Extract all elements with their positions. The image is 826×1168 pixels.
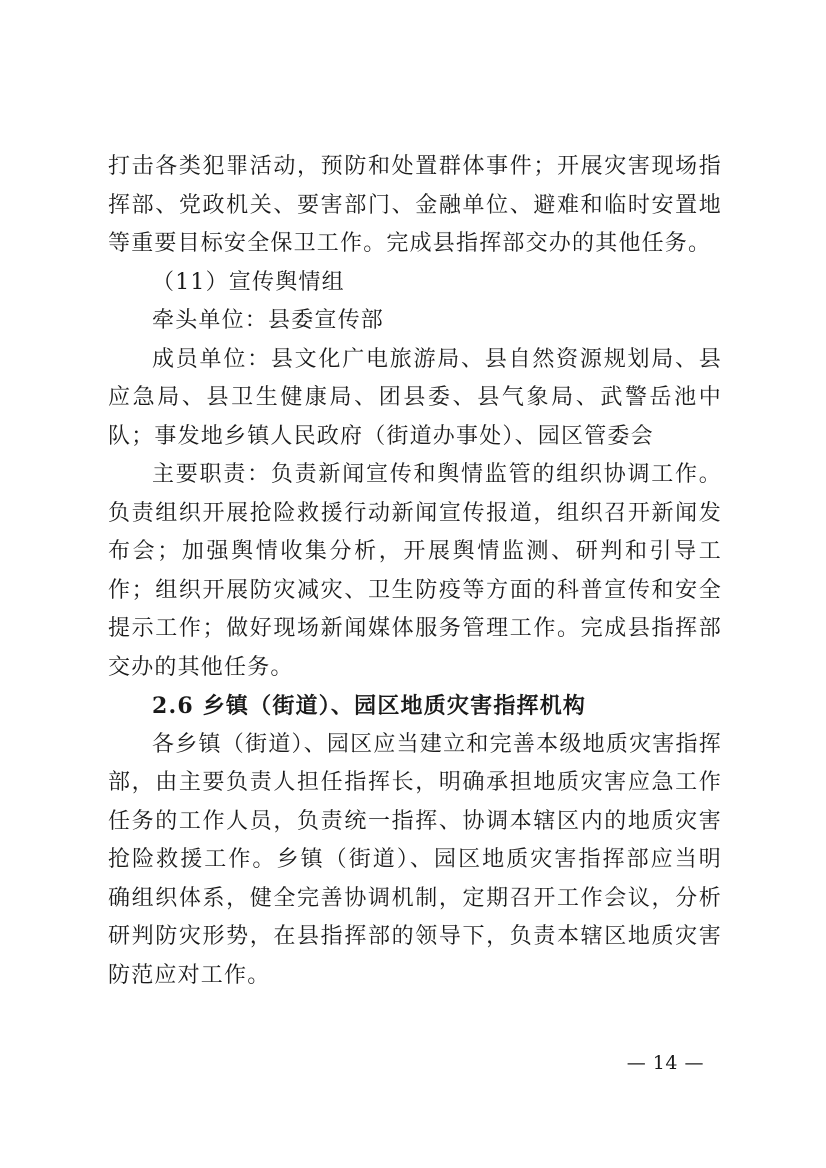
section-heading-2-6: 2.6 乡镇（街道）、园区地质灾害指挥机构 [152,693,587,719]
lead-unit-line: 牵头单位：县委宣传部 [152,308,385,333]
document-body [108,148,722,995]
main-duties-paragraph: 主要职责：负责新闻宣传和舆情监管的组织协调工作。负责组织开展抢险救援行动新闻宣传报道，组织召开新闻发布会；加强舆情收集分析，开展舆情监测、研判和引导工作；组织开展防灾减灾、卫生防疫等方面的科普宣传和安全提示工作；做好现场新闻媒体服务管理工作。完成县指挥部交办的其他任务。 [108,462,722,680]
page-number: — 14 — [626,1052,704,1074]
paragraph-continuation: 打击各类犯罪活动，预防和处置群体事件；开展灾害现场指挥部、党政机关、要害部门、金融单位、避难和临时安置地等重要目标安全保卫工作。完成县指挥部交办的其他任务。 [108,154,722,256]
member-units-paragraph: 成员单位：县文化广电旅游局、县自然资源规划局、县应急局、县卫生健康局、团县委、县气象局、武警岳池中队；事发地乡镇人民政府（街道办事处）、园区管委会 [108,346,722,449]
township-command-paragraph: 各乡镇（街道）、园区应当建立和完善本级地质灾害指挥部，由主要负责人担任指挥长，明确承担地质灾害应急工作任务的工作人员，负责统一指挥、协调本辖区内的地质灾害抢险救援工作。乡镇（街道）、园区地质灾害指挥部应当明确组织体系，健全完善协调机制，定期召开工作会议，分析研判防灾形势，在县指挥部的领导下，负责本辖区地质灾害防范应对工作。 [108,731,722,988]
section-heading-publicity: （11）宣传舆情组 [152,269,345,295]
